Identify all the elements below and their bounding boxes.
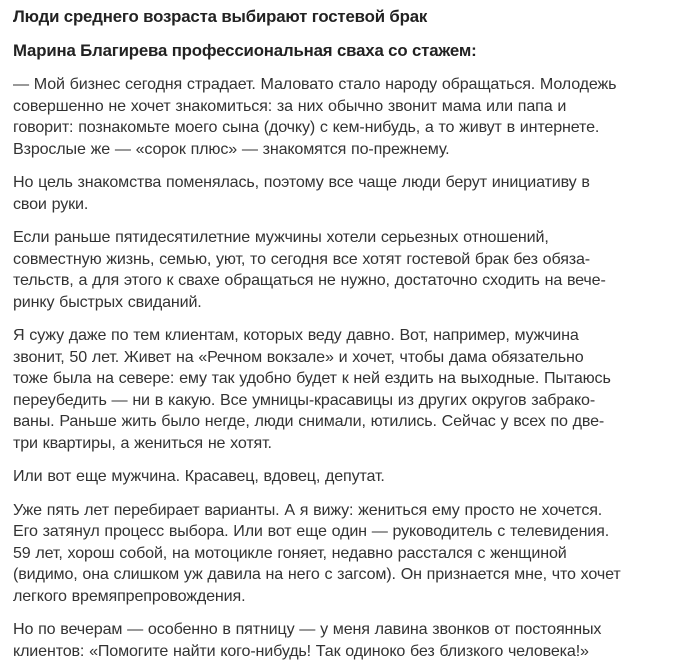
text-line: ринку быстрых свиданий.	[13, 292, 667, 314]
text-line: Уже пять лет перебирает варианты. А я вижу: жениться ему просто не хочется.	[13, 500, 667, 522]
text-line: — Мой бизнес сегодня страдает. Маловато стало народу обращаться. Молодежь	[13, 74, 667, 96]
text-line: (видимо, она слишком уж давила на него с загсом). Он признается мне, что хочет	[13, 564, 667, 586]
text-line: Взрослые же — «сорок плюс» — знакомятся по-прежнему.	[13, 139, 667, 161]
text-line: свои руки.	[13, 194, 667, 216]
text-line: 59 лет, хорош собой, на мотоцикле гоняет, недавно расстался с женщиной	[13, 543, 667, 565]
text-line: совершенно не хочет знакомиться: за них обычно звонит мама или папа и	[13, 96, 667, 118]
text-line: легкого времяпрепровождения.	[13, 586, 667, 608]
text-line: тельств, а для этого к свахе обращаться не нужно, достаточно сходить на вече-	[13, 270, 667, 292]
paragraph-3	[13, 227, 667, 313]
text-line: говорит: познакомьте моего сына (дочку) с кем-нибудь, а то живут в интернете.	[13, 117, 667, 139]
text-line: Я сужу даже по тем клиентам, которых веду давно. Вот, например, мужчина	[13, 325, 667, 347]
paragraph-4	[13, 325, 667, 454]
paragraph-5	[13, 466, 667, 488]
paragraph-6	[13, 500, 667, 608]
text-line: совместную жизнь, семью, уют, то сегодня все хотят гостевой брак без обяза-	[13, 249, 667, 271]
text-line: переубедить — ни в какую. Все умницы-красавицы из других округов забрако-	[13, 390, 667, 412]
text-line: ваны. Раньше жить было негде, люди снимали, ютились. Сейчас у всех по две-	[13, 411, 667, 433]
text-line: звонит, 50 лет. Живет на «Речном вокзале» и хочет, чтобы дама обязательно	[13, 347, 667, 369]
text-line: Но цель знакомства поменялась, поэтому все чаще люди берут инициативу в	[13, 172, 667, 194]
text-line: клиентов: «Помогите найти кого-нибудь! Так одиноко без близкого человека!»	[13, 641, 667, 662]
text-line: Но по вечерам — особенно в пятницу — у меня лавина звонков от постоянных	[13, 619, 667, 641]
text-line: Его затянул процесс выбора. Или вот еще один — руководитель с телевидения.	[13, 521, 667, 543]
paragraph-7	[13, 619, 667, 662]
text-line: Или вот еще мужчина. Красавец, вдовец, депутат.	[13, 466, 667, 488]
paragraph-1	[13, 74, 667, 160]
text-line: тоже была на севере: ему так удобно будет к ней ездить на выходные. Пытаюсь	[13, 368, 667, 390]
text-line: Если раньше пятидесятилетние мужчины хотели серьезных отношений,	[13, 227, 667, 249]
text-line: три квартиры, а жениться не хотят.	[13, 433, 667, 455]
paragraph-2	[13, 172, 667, 215]
article-title: Люди среднего возраста выбирают гостевой брак	[13, 6, 667, 28]
article-subtitle: Марина Благирева профессиональная сваха со стажем:	[13, 40, 667, 62]
